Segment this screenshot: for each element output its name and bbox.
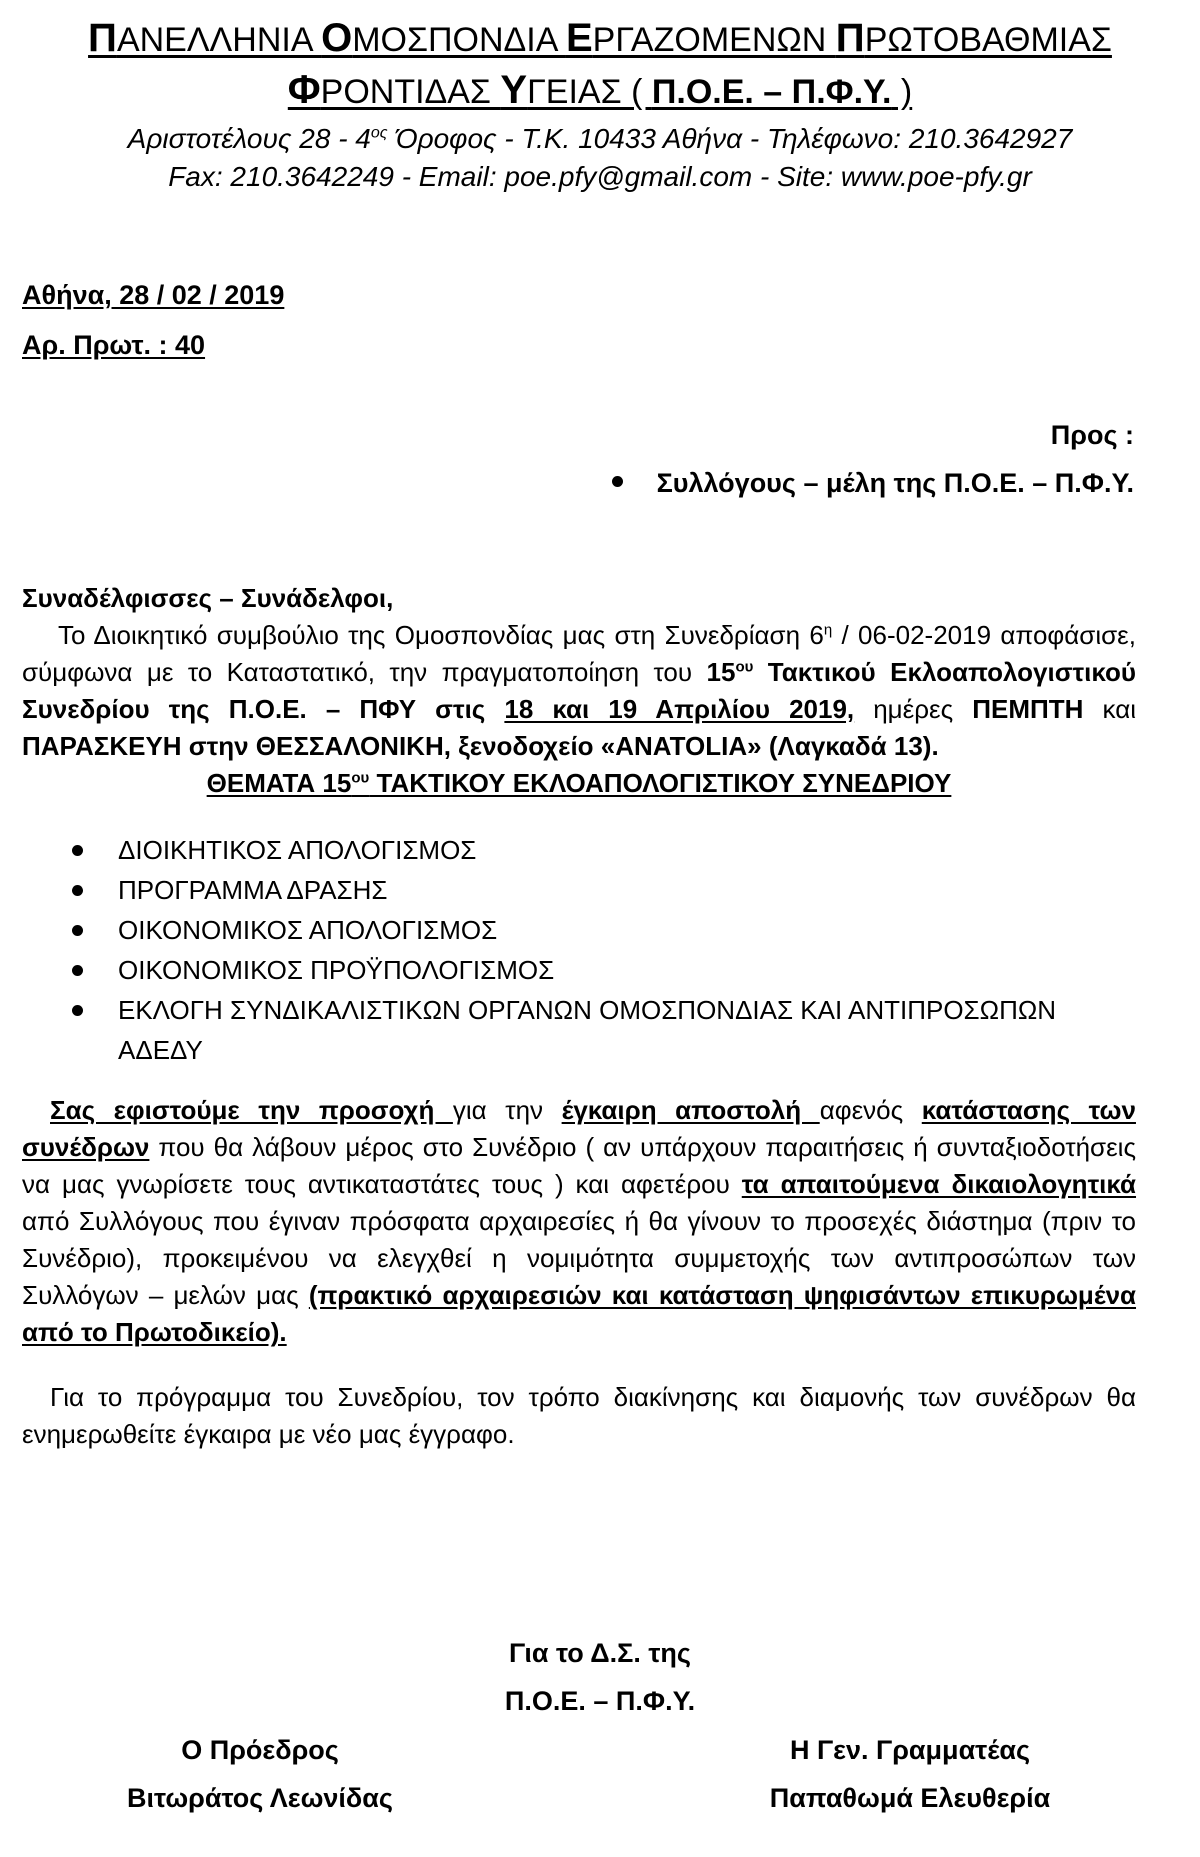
topics-title: [22, 765, 1136, 802]
bullet-icon: [72, 845, 83, 856]
letter-body: [22, 580, 1136, 1453]
list-item: [22, 950, 1136, 990]
topic-text: ΟΙΚΟΝΟΜΙΚΟΣ ΑΠΟΛΟΓΙΣΜΟΣ: [118, 915, 498, 945]
list-item: [22, 990, 1136, 1070]
secretary-name: Παπαθωμά Ελευθερία: [769, 1783, 1051, 1813]
letterhead-cap: Ο: [321, 16, 353, 60]
recipient-text: Συλλόγους – μέλη της Π.Ο.Ε. – Π.Φ.Υ.: [656, 468, 1134, 498]
letterhead-word: ): [891, 73, 913, 111]
letterhead-cap: Φ: [287, 68, 321, 112]
bullet-icon: [612, 476, 623, 487]
list-item: [22, 830, 1136, 870]
paragraph-announcement: [22, 617, 1136, 765]
letterhead-word: ΓΕΙΑΣ (: [527, 73, 652, 111]
secretary-title: Η Γεν. Γραμματέας: [789, 1735, 1031, 1765]
letterhead-cap: Π: [835, 16, 865, 60]
letterhead-address: [0, 120, 1200, 158]
text: για την: [452, 1095, 562, 1125]
text: από Συλλόγους που έγιναν πρόσφατα αρχαιρεσίες ή θα γίνουν το προσεχές διάστημα (πριν το Συνέδριο), προκειμένου να ελεγχθεί η νομιμότητα συμμετοχής των αντιπροσώπων των Συλλόγων – μελών μας: [22, 1206, 1136, 1310]
letterhead-contact: Fax: 210.3642249 - Email: poe.pfy@gmail.com - Site: www.poe-pfy.gr: [168, 160, 1032, 192]
text: ημέρες: [854, 694, 973, 724]
recipient-item: [612, 466, 1134, 501]
letterhead-cap: Υ: [500, 68, 528, 112]
greeting: Συναδέλφισσες – Συνάδελφοι,: [22, 583, 394, 613]
sup-text: η: [823, 621, 833, 639]
text: που θα λάβουν μέρος στο Συνέδριο ( αν υπάρχουν παραιτήσεις ή συνταξιοδοτήσεις να μας γνωρίσετε τους αντικαταστάτες τους ) και αφετέρου: [22, 1132, 1136, 1199]
text: Τακτικού Εκλοαπολογιστικού Συνεδρίου της Π.Ο.Ε. – ΠΦΥ στις: [22, 657, 1136, 724]
text: 15: [706, 657, 736, 687]
letterhead-line-2: [0, 64, 1200, 116]
sup-text: ου: [351, 769, 370, 787]
letterhead-word: ΡΓΑΖΟΜΕΝΩΝ: [592, 21, 836, 59]
text: ΘΕΜΑΤΑ 15: [206, 768, 352, 798]
letterhead-cap: Ε: [565, 16, 593, 60]
text: 18 και 19 Απριλίου 2019,: [504, 694, 855, 724]
address-sup: ος: [370, 124, 388, 142]
president-title: Ο Πρόεδρος: [181, 1735, 339, 1765]
letterhead-acronym: Π.Ο.Ε. – Π.Φ.Υ.: [651, 73, 892, 111]
text: Σας εφιστούμε την προσοχή: [50, 1095, 453, 1125]
paragraph-notice: [22, 1092, 1136, 1351]
topic-text: ΟΙΚΟΝΟΜΙΚΟΣ ΠΡΟΫΠΟΛΟΓΙΣΜΟΣ: [118, 955, 555, 985]
text: κατάστασης των συνέδρων: [22, 1095, 1136, 1162]
list-item: [22, 870, 1136, 910]
bullet-icon: [72, 885, 83, 896]
topics-list: [22, 830, 1136, 1070]
text: αφενός: [819, 1095, 922, 1125]
letterhead-line-1: [0, 12, 1200, 64]
text: (πρακτικό αρχαιρεσιών και κατάσταση ψηφισάντων επικυρωμένα από το Πρωτοδικείο).: [22, 1280, 1137, 1347]
bullet-icon: [72, 965, 83, 976]
text: ΤΑΚΤΙΚΟΥ ΕΚΛΟΑΠΟΛΟΓΙΣΤΙΚΟΥ ΣΥΝΕΔΡΙΟΥ: [369, 768, 952, 798]
letter-date: Αθήνα, 28 / 02 / 2019: [22, 280, 285, 310]
list-item: [22, 910, 1136, 950]
text: ΠΕΜΠΤΗ: [972, 694, 1084, 724]
letterhead-cap: Π: [88, 16, 117, 60]
address-text: Αριστοτέλους 28 - 4: [127, 123, 371, 154]
president-name: Βιτωράτος Λεωνίδας: [127, 1783, 393, 1813]
text: και: [1083, 694, 1136, 724]
text: ΠΑΡΑΣΚΕΥΗ στην ΘΕΣΣΑΛΟΝΙΚΗ, ξενοδοχείο «ANATOLIA» (Λαγκαδά 13).: [22, 731, 939, 761]
signature-for-line: Για το Δ.Σ. της: [509, 1638, 691, 1668]
topic-text: ΠΡΟΓΡΑΜΜΑ ΔΡΑΣΗΣ: [118, 875, 388, 905]
protocol-number: Αρ. Πρωτ. : 40: [22, 330, 206, 360]
text: έγκαιρη αποστολή: [561, 1095, 820, 1125]
bullet-icon: [72, 925, 83, 936]
bullet-icon: [72, 1005, 83, 1016]
signature-org: Π.Ο.Ε. – Π.Φ.Υ.: [504, 1686, 696, 1716]
topic-text: ΔΙΟΙΚΗΤΙΚΟΣ ΑΠΟΛΟΓΙΣΜΟΣ: [118, 835, 477, 865]
letterhead-word: ΡΩΤΟΒΑΘΜΙΑΣ: [864, 21, 1112, 59]
topic-text: ΕΚΛΟΓΗ ΣΥΝΔΙΚΑΛΙΣΤΙΚΩΝ ΟΡΓΑΝΩΝ ΟΜΟΣΠΟΝΔΙΑΣ ΚΑΙ ΑΝΤΙΠΡΟΣΩΠΩΝ ΑΔΕΔΥ: [118, 995, 1057, 1065]
text: τα απαιτούμενα δικαιολογητικά: [741, 1169, 1137, 1199]
text: Το Διοικητικό συμβούλιο της Ομοσπονδίας μας στη Συνεδρίαση 6: [58, 620, 824, 650]
sup-text: ου: [735, 658, 754, 676]
text: / 06-02-2019 αποφάσισε, σύμφωνα με το Καταστατικό, την πραγματοποίηση του: [22, 620, 1136, 687]
letterhead: [0, 12, 1200, 196]
address-text: Όροφος - Τ.Κ. 10433 Αθήνα - Τηλέφωνο: 210.3642927: [387, 123, 1073, 154]
recipient-label: Προς :: [1050, 420, 1134, 450]
paragraph-program: Για το πρόγραμμα του Συνεδρίου, τον τρόπο διακίνησης και διαμονής των συνέδρων θα ενημερωθείτε έγκαιρα με νέο μας έγγραφο.: [22, 1382, 1136, 1449]
letterhead-word: ΑΝΕΛΛΗΝΙΑ: [116, 21, 322, 59]
letterhead-word: ΜΟΣΠΟΝΔΙΑ: [352, 21, 566, 59]
letterhead-word: ΡΟΝΤΙΔΑΣ: [320, 73, 501, 111]
